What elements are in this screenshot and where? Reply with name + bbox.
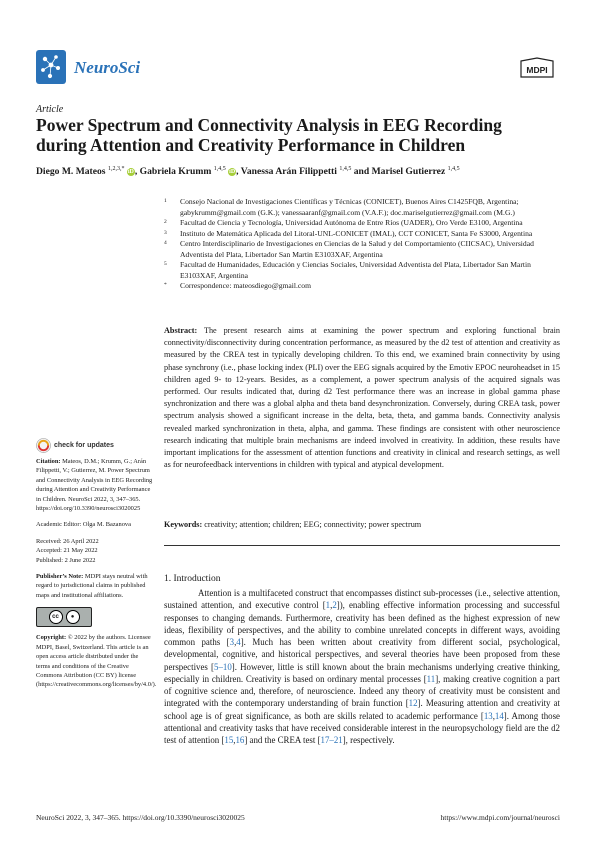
mdpi-logo	[517, 57, 557, 79]
citation-text: Mateos, D.M.; Krumm, G.; Arán Filippetti, V.; Gutierrez, M. Power Spectrum and Connectivity Analysis in EEG Recording during Attention and Creativity Performance in Children. NeuroSci 2022, 3, 347–365. https://doi.org/10.3390/neurosci3020025	[36, 458, 153, 513]
citation-link[interactable]: 5–10	[214, 661, 232, 672]
author-name: Gabriela Krumm	[139, 166, 212, 178]
body-text-segment: ]. However, little is still known about the brain mechanisms underlying creative thinking, especially in children. Creativity is based on ordinary mental processes [	[164, 661, 561, 684]
publisher-note	[36, 572, 154, 600]
check-updates-icon	[36, 438, 51, 453]
citation-link[interactable]: 11	[426, 673, 436, 684]
attribution-icon: ●	[66, 610, 80, 624]
citation-link[interactable]: 1	[325, 600, 331, 611]
copyright	[36, 633, 157, 689]
citation-link[interactable]: 17–21	[320, 735, 343, 745]
journal-logo-icon	[36, 50, 66, 84]
orcid-icon[interactable]: iD	[127, 169, 134, 176]
abstract-text: The present research aims at examining the power spectrum and exploring functional brain connectivity/disconnectivity during concentration performance, as measured by the d2 test of attention and creativity as measured by the CREA test in typically developing children. To this end, we examined brain connectivity by using phase synchrony (i.e., phase locking index (PLI) over the EEG signals acquired by the Emotiv EPOC neuroheadset in 15 children aged 9- to 12-years. Besides, as a complement, a power spectrum analysis of the acquired signals was performed. Our results indicated that, during d2 Test performance there was an increase in global gamma phase synchronization and there was a global alpha and theta band desynchronization. Conversely, during CREA task, power spectrum analysis showed a significant increase in the delta, beta, theta, and gamma bands. Connectivity analysis revealed marked synchronization in theta, alpha, and gamma. These findings are consistent with other neuroscience research indicating that multiple brain mechanisms are indeed involved in creativity. In addition, these results have important implications for the assessment of attention functions and creativity in clinical and research settings, as well as for neurofeedback interventions in children with typical and atypical development.	[164, 326, 560, 470]
body-text-segment: ,	[234, 637, 237, 647]
citation-link[interactable]: 16	[235, 735, 245, 745]
citation-link[interactable]: 2	[332, 600, 337, 611]
body-text-segment: ]. Much has been written about creativity from different social, psychological, developmental, cognitive, and historical perspectives, and several theories have been proposed from these perspectives [	[164, 637, 560, 672]
body-text-segment: ], respectively.	[342, 735, 395, 745]
check-updates-label: check for updates	[54, 442, 114, 449]
body-text-segment: Attention is a multifaceted construct that encompasses distinct sub-processes (i.e., selective attention, sustained attention, and executive control [	[164, 588, 560, 611]
journal-name: NeuroSci	[74, 58, 141, 77]
author-list: Diego M. Mateos $^{1,2,3,*}$ iD, Gabriela Krumm $^{1,4,5}$ iD, Vanessa Arán Filippetti $^{1,4,5}$ and Marisel Gutierrez $^{1,4,5}$	[36, 166, 460, 178]
cc-by-license-badge[interactable]	[36, 607, 92, 627]
article-title: Power Spectrum and Connectivity Analysis in EEG Recording during Attention and Creativity Performance in Children	[36, 115, 502, 155]
citation-label: Citation:	[36, 458, 61, 465]
affiliation-item: 4 Centro Interdisciplinario de Investigaciones en Ciencias de la Salud y del Comportamiento (CIICSAC), Universidad Adventista del Plata, Libertador San Martin E3103XAF, Argentina	[164, 239, 534, 259]
body-text-segment: ]), enabling effective information processing and successful responses to changing demands. Furthermore, creativity has been defined as the highest expression of new ideas, flexibility of perspectives, and the ability to combine unrelated concepts in different ways, avoiding common paths [	[164, 600, 560, 647]
cc-icon: cc	[49, 610, 63, 624]
body-text-segment: ] and the CREA test [	[244, 735, 321, 745]
citation-link[interactable]: 12	[408, 698, 418, 709]
publisher-note-text: MDPI stays neutral with regard to jurisdictional claims in published maps and institutional affiliations.	[36, 573, 148, 599]
affiliation-item: 2 Facultad de Ciencia y Tecnología, Universidad Autónoma de Entre Ríos (UADER), Oro Verde E3100, Argentina	[164, 218, 523, 227]
keywords	[164, 520, 560, 529]
abstract-label: Abstract:	[164, 326, 198, 335]
footer-citation: NeuroSci 2022, 3, 347–365. https://doi.org/10.3390/neurosci3020025	[36, 813, 245, 822]
body-text-segment: ]. Among those attentional and creativity tasks that have received considerable interest in the neuropsychology field are the d2 test of attention [	[164, 710, 560, 745]
citation-link[interactable]: 13	[483, 710, 493, 721]
copyright-label: Copyright:	[36, 634, 67, 642]
keywords-label: Keywords:	[164, 520, 203, 529]
orcid-icon[interactable]: iD	[229, 169, 236, 176]
author-affil-sup: 1,4,5	[339, 166, 352, 172]
affiliation-item: 1 Consejo Nacional de Investigaciones Científicas y Técnicas (CONICET), Buenos Aires C1425FQB, Argentina; gabykrumm@gmail.com (G.K.); vanessaaranf@gmail.com (V.A.F.); doc.mariselgutierrez@gmail.com (M.G.)	[164, 197, 519, 217]
section-heading: 1. Introduction	[164, 574, 221, 584]
keywords-text: creativity; attention; children; EEG; connectivity; power spectrum	[204, 520, 422, 529]
author-name: Vanessa Arán Filippetti	[240, 166, 337, 178]
body-text-segment: ,	[233, 735, 236, 745]
article-info-sidebar	[36, 438, 157, 697]
dates	[36, 537, 154, 565]
footer-url[interactable]: https://www.mdpi.com/journal/neurosci	[440, 813, 560, 822]
author-name: Diego M. Mateos	[36, 166, 106, 178]
published-date: Published: 2 June 2022	[36, 556, 96, 564]
body-text-segment: ]. Measuring attention and creativity at school age is of great significance, as both are skills related to academic performance [	[164, 698, 560, 721]
author-affil-sup: 1,4,5	[447, 166, 460, 172]
abstract	[164, 325, 560, 471]
academic-editor: Academic Editor: Olga M. Bazanova	[36, 521, 131, 529]
accepted-date: Accepted: 21 May 2022	[36, 547, 98, 555]
article-type: Article	[36, 104, 64, 115]
body-text-segment: ,	[330, 600, 333, 611]
author-affil-sup: 1,2,3,*	[107, 166, 125, 172]
received-date: Received: 26 April 2022	[36, 537, 99, 545]
body-text-segment: ], making creative cognition a part of cognitive science and, therefore, of neuroscience. Indeed any theory of creativity must be consistent and integrated with the contemporary understanding of brain function [	[164, 673, 561, 709]
author-name: Marisel Gutierrez	[371, 166, 446, 178]
author-affil-sup: 1,4,5	[213, 166, 226, 172]
citation-link[interactable]: 4	[236, 637, 241, 647]
affiliation-list	[164, 197, 564, 292]
divider	[164, 545, 560, 546]
introduction-paragraph	[164, 587, 560, 746]
svg-text:MDPI: MDPI	[526, 65, 548, 75]
citation-link[interactable]: 14	[494, 710, 504, 721]
check-for-updates-button[interactable]	[36, 438, 154, 453]
affiliation-item: * Correspondence: mateosdiego@gmail.com	[164, 281, 311, 290]
copyright-text: © 2022 by the authors. Licensee MDPI, Basel, Switzerland. This article is an open access article distributed under the terms and conditions of the Creative Commons Attribution (CC BY) license (https://creativecommons.org/licenses/by/4.0/).	[36, 634, 157, 689]
citation-link[interactable]: 3	[229, 637, 235, 647]
citation-link[interactable]: 15	[224, 735, 234, 745]
citation	[36, 457, 154, 513]
body-text-segment: ,	[492, 710, 495, 721]
affiliation-item: 3 Instituto de Matemática Aplicada del Litoral-UNL-CONICET (IMAL), CCT CONICET, Santa Fe S3000, Argentina	[164, 228, 533, 238]
publisher-note-label: Publisher’s Note:	[36, 573, 84, 581]
affiliation-item: 5 Facultad de Humanidades, Educación y Ciencias Sociales, Universidad Adventista del Plata, Libertador San Martin E3103XAF, Argentina	[164, 260, 531, 280]
